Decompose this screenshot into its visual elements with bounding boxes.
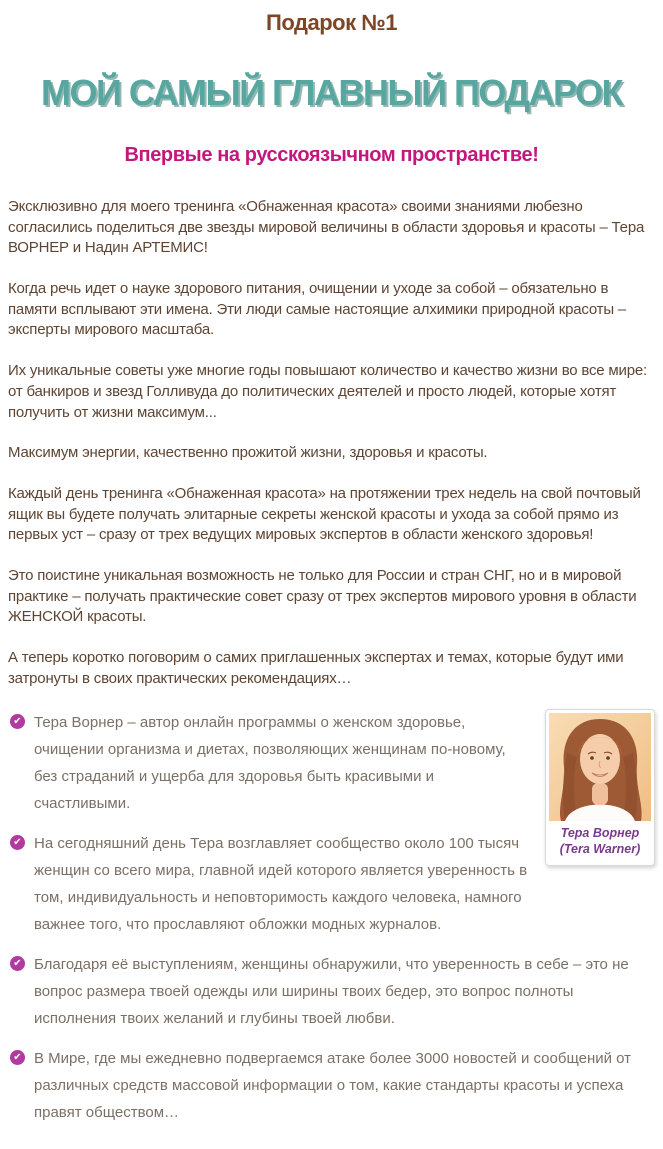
intro-paragraph: Эксклюзивно для моего тренинга «Обнаженная красота» своими знаниями любезно согласились поделиться две звезды мировой величины в области здоровья и красоты – Тера ВОРНЕР и Надин АРТЕМИС! xyxy=(8,198,645,257)
expert-bullet xyxy=(8,830,529,938)
intro-paragraph: Максимум энергии, качественно прожитой жизни, здоровья и красоты. xyxy=(8,444,488,462)
intro-paragraph: А теперь коротко поговорим о самих приглашенных экспертах и темах, которые будут ими затронуты в своих практических рекомендациях… xyxy=(8,649,624,687)
intro-paragraph: Это поистине уникальная возможность не только для России и стран СНГ, но и в мировой практике – получать практические совет сразу от трех экспертов мирового уровня в области ЖЕНСКОЙ красоты. xyxy=(8,566,637,626)
bullet-text: На сегодняшний день Тера возглавляет сообщество около 100 тысяч женщин со всего мира, главной идей которого является уверенность в том, индивидуальность и неповторимость каждого человека, намного важнее того, что прославляют обложки модных журналов. xyxy=(34,835,528,934)
check-icon: ✔ xyxy=(10,956,25,971)
intro-copy xyxy=(8,197,655,689)
expert-bullet xyxy=(8,709,529,817)
check-icon: ✔ xyxy=(10,835,25,850)
check-icon: ✔ xyxy=(10,1050,25,1065)
expert-photo-card xyxy=(545,709,655,865)
expert-photo-caption xyxy=(549,821,651,861)
gift-number-kicker: Подарок №1 xyxy=(266,10,397,35)
page-subtitle: Впервые на русскоязычном пространстве! xyxy=(124,144,539,166)
expert-portrait-illustration xyxy=(549,713,651,821)
bullet-text: Тера Ворнер – автор онлайн программы о женском здоровье, очищении организма и диетах, позволяющих женщинам по-новому, без страданий и ущерба для здоровья быть красивыми и счастливыми. xyxy=(34,714,506,813)
bullet-text: В Мире, где мы ежедневно подвергаемся атаке более 3000 новостей и сообщений от различных средств массовой информации о том, какие стандарты красоты и успеха правят обществом… xyxy=(34,1050,632,1122)
expert-photo xyxy=(549,713,651,821)
check-icon: ✔ xyxy=(10,714,25,729)
expert-bullet xyxy=(8,1045,655,1126)
intro-paragraph: Каждый день тренинга «Обнаженная красота» на протяжении трех недель на свой почтовый ящик вы будете получать элитарные секреты женской красоты и ухода за собой прямо из первых уст – сразу от трех ведущих мировых экспертов в области женского здоровья! xyxy=(8,484,641,544)
page-title: МОЙ САМЫЙ ГЛАВНЫЙ ПОДАРОК xyxy=(40,72,623,113)
bullet-text: Благодаря её выступлениям, женщины обнаружили, что уверенность в себе – это не вопрос размера твоей одежды или ширины твоих бедер, это вопрос полноты исполнения твоих желаний и глубины твоей любви. xyxy=(34,956,629,1028)
expert-bullet-section xyxy=(8,709,655,1139)
expert-name-en: (Tera Warner) xyxy=(559,842,641,856)
expert-name-ru: Тера Ворнер xyxy=(560,826,640,841)
intro-paragraph: Когда речь идет о науке здорового питания, очищении и уходе за собой – обязательно в памяти всплывают эти имена. Эти люди самые настоящие алхимики природной красоты – эксперты мирового масштаба. xyxy=(8,280,627,339)
expert-bullet xyxy=(8,951,655,1032)
intro-paragraph: Их уникальные советы уже многие годы повышают количество и качество жизни во все мире: от банкиров и звезд Голливуда до политических деятелей и просто людей, которые хотят получить от жизни максимум... xyxy=(8,362,647,421)
